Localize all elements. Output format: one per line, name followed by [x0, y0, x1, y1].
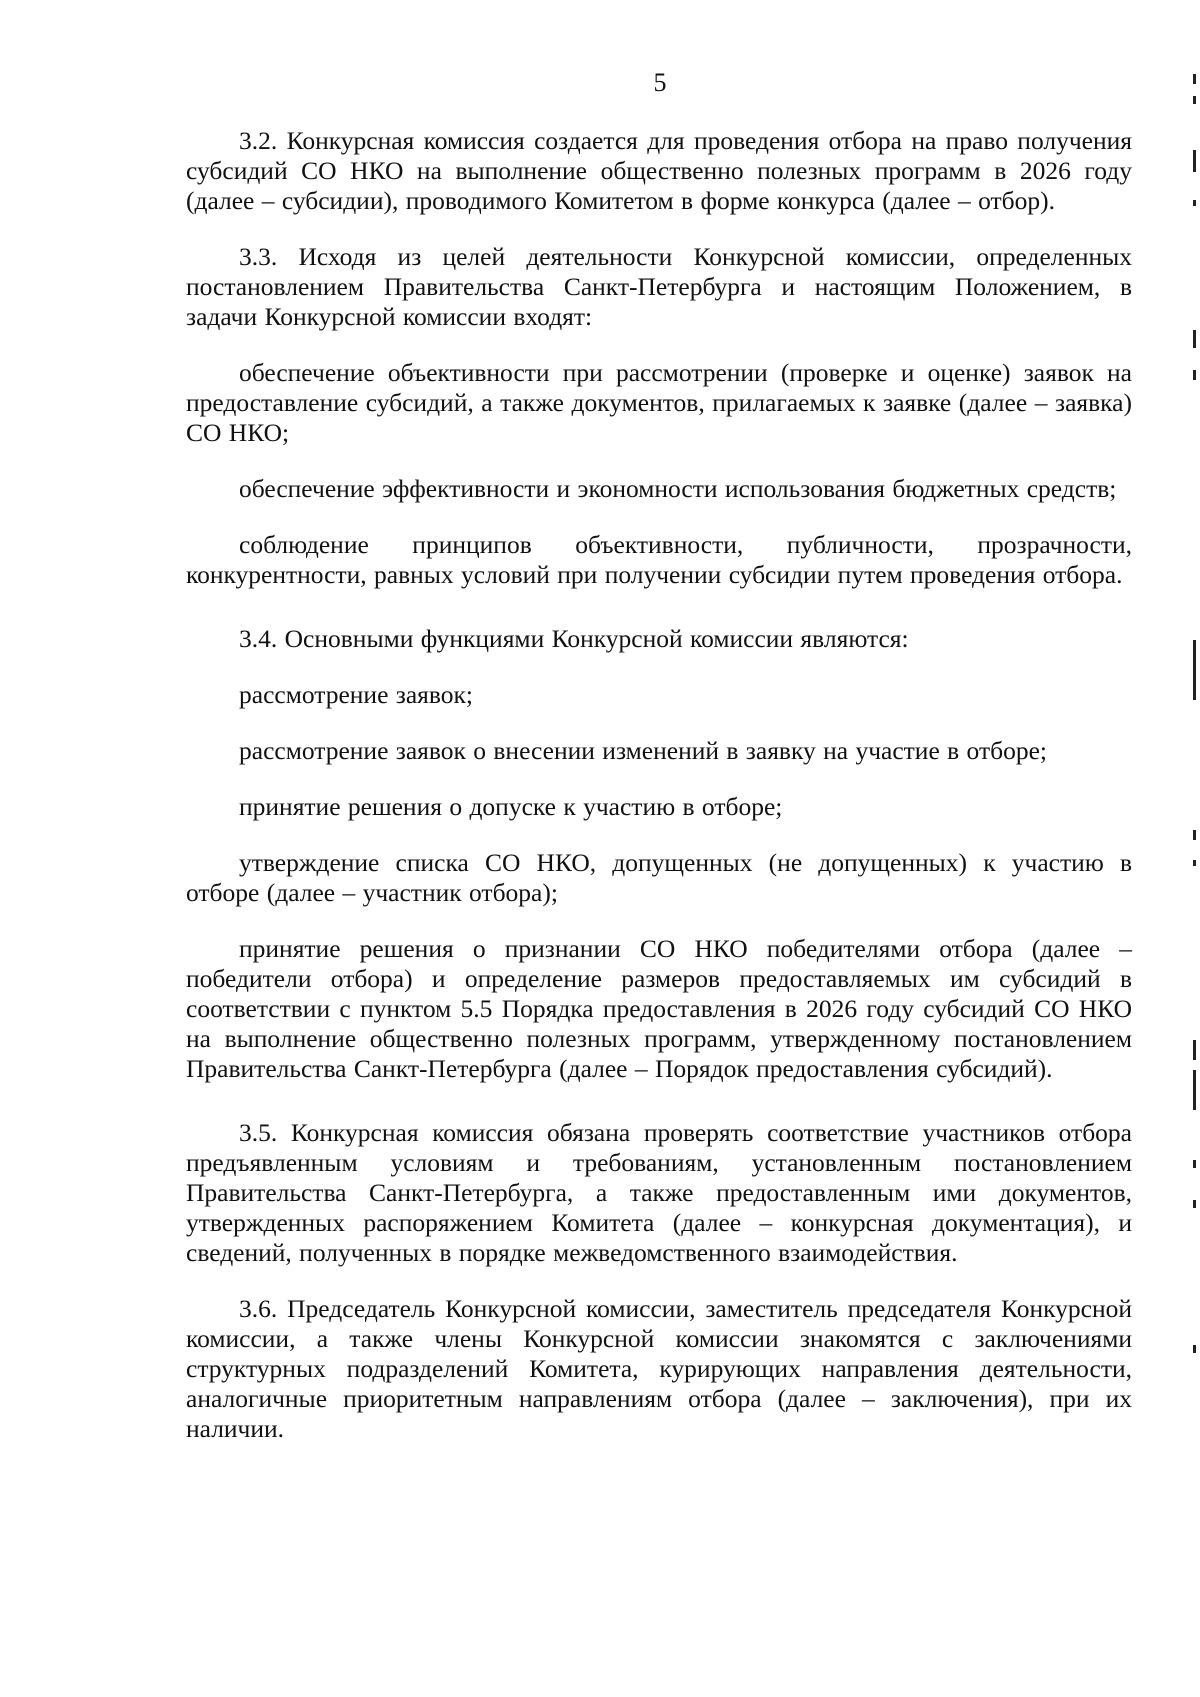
list-item-principles: соблюдение принципов объективности, публичности, прозрачности, конкурентности, равных условий при получении субсидии путем проведения отбора. [186, 530, 1132, 589]
list-item-admission-decision: принятие решения о допуске к участию в отборе; [239, 792, 783, 821]
list-item-approve-list: утверждение списка СО НКО, допущенных (не допущенных) к участию в отборе (далее – участник отбора); [186, 848, 1132, 907]
paragraph-3-2: 3.2. Конкурсная комиссия создается для проведения отбора на право получения субсидий СО НКО на выполнение общественно полезных программ в 2026 году (далее – субсидии), проводимого Комитетом в форме конкурса (далее – отбор). [186, 126, 1132, 215]
list-item-efficiency: обеспечение эффективности и экономности использования бюджетных средств; [239, 474, 1117, 503]
list-item-review-changes: рассмотрение заявок о внесении изменений в заявку на участие в отборе; [239, 736, 1047, 765]
paragraph-3-6: 3.6. Председатель Конкурсной комиссии, заместитель председателя Конкурсной комиссии, а также члены Конкурсной комиссии знакомятся с заключениями структурных подразделений Комитета, курирующих направления деятельности, аналогичные приоритетным направлениям отбора (далее – заключения), при их наличии. [186, 1294, 1132, 1443]
paragraph-3-3: 3.3. Исходя из целей деятельности Конкурсной комиссии, определенных постановлением Правительства Санкт-Петербурга и настоящим Положением, в задачи Конкурсной комиссии входят: [186, 242, 1132, 331]
list-item-winners-decision: принятие решения о признании СО НКО победителями отбора (далее – победители отбора) и определение размеров предоставляемых им субсидий в соответствии с пунктом 5.5 Порядка предоставления в 2026 году субсидий СО НКО на выполнение общественно полезных программ, утвержденному постановлением Правительства Санкт-Петербурга (далее – Порядок предоставления субсидий). [186, 934, 1132, 1083]
page-number: 5 [653, 68, 667, 97]
document-body [186, 126, 1132, 1470]
paragraph-3-5: 3.5. Конкурсная комиссия обязана проверять соответствие участников отбора предъявленным условиям и требованиям, установленным постановлением Правительства Санкт-Петербурга, а также предоставленным ими документов, утвержденных распоряжением Комитета (далее – конкурсная документация), и сведений, полученных в порядке межведомственного взаимодействия. [186, 1118, 1132, 1267]
list-item-objectivity: обеспечение объективности при рассмотрении (проверке и оценке) заявок на предоставление субсидий, а также документов, прилагаемых к заявке (далее – заявка) СО НКО; [186, 358, 1132, 447]
paragraph-3-4: 3.4. Основными функциями Конкурсной комиссии являются: [239, 624, 909, 653]
scan-edge-marks [1184, 0, 1200, 1697]
list-item-review-applications: рассмотрение заявок; [239, 680, 473, 709]
